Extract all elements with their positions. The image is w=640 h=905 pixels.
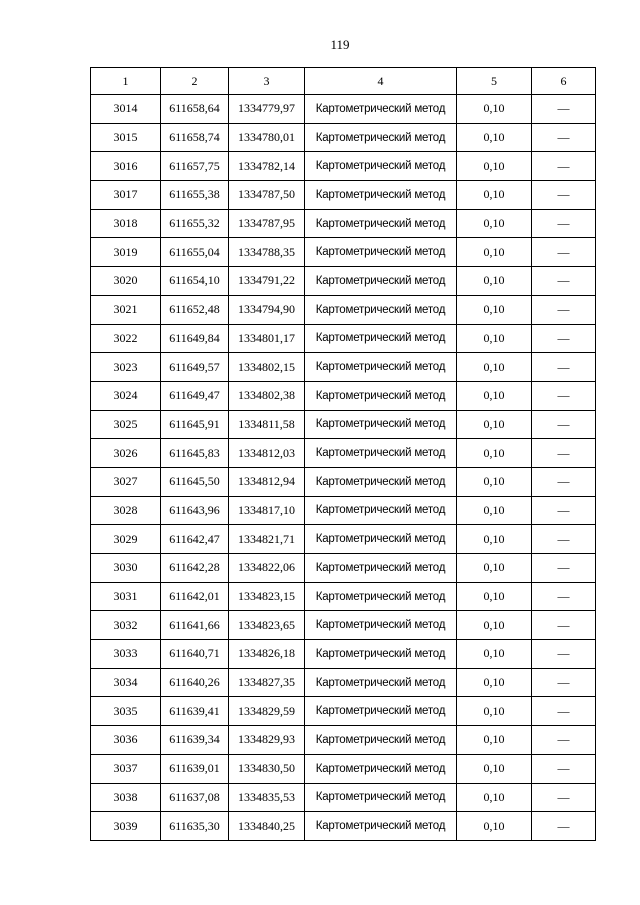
y-coordinate-cell: 1334829,93 bbox=[229, 726, 305, 755]
x-coordinate-cell: 611655,32 bbox=[161, 209, 229, 238]
y-coordinate-cell: 1334823,65 bbox=[229, 611, 305, 640]
accuracy-cell: 0,10 bbox=[457, 267, 532, 296]
table-row bbox=[91, 496, 596, 525]
method-cell: Картометрический метод bbox=[305, 726, 457, 755]
accuracy-cell: 0,10 bbox=[457, 697, 532, 726]
table-row bbox=[91, 209, 596, 238]
method-cell: Картометрический метод bbox=[305, 181, 457, 210]
y-coordinate-cell: 1334829,59 bbox=[229, 697, 305, 726]
accuracy-cell: 0,10 bbox=[457, 496, 532, 525]
y-coordinate-cell: 1334779,97 bbox=[229, 95, 305, 124]
x-coordinate-cell: 611642,47 bbox=[161, 525, 229, 554]
y-coordinate-cell: 1334827,35 bbox=[229, 668, 305, 697]
table-row bbox=[91, 812, 596, 841]
description-cell: — bbox=[532, 381, 596, 410]
x-coordinate-cell: 611649,84 bbox=[161, 324, 229, 353]
description-cell: — bbox=[532, 783, 596, 812]
method-cell: Картометрический метод bbox=[305, 812, 457, 841]
x-coordinate-cell: 611652,48 bbox=[161, 295, 229, 324]
accuracy-cell: 0,10 bbox=[457, 783, 532, 812]
description-cell: — bbox=[532, 668, 596, 697]
accuracy-cell: 0,10 bbox=[457, 181, 532, 210]
method-cell: Картометрический метод bbox=[305, 353, 457, 382]
description-cell: — bbox=[532, 611, 596, 640]
point-number-cell: 3017 bbox=[91, 181, 161, 210]
description-cell: — bbox=[532, 640, 596, 669]
y-coordinate-cell: 1334802,15 bbox=[229, 353, 305, 382]
description-cell: — bbox=[532, 496, 596, 525]
description-cell: — bbox=[532, 410, 596, 439]
x-coordinate-cell: 611642,28 bbox=[161, 554, 229, 583]
accuracy-cell: 0,10 bbox=[457, 439, 532, 468]
table-row bbox=[91, 783, 596, 812]
table-row bbox=[91, 640, 596, 669]
point-number-cell: 3035 bbox=[91, 697, 161, 726]
table-row bbox=[91, 410, 596, 439]
table-row bbox=[91, 582, 596, 611]
description-cell: — bbox=[532, 726, 596, 755]
accuracy-cell: 0,10 bbox=[457, 668, 532, 697]
accuracy-cell: 0,10 bbox=[457, 582, 532, 611]
y-coordinate-cell: 1334822,06 bbox=[229, 554, 305, 583]
point-number-cell: 3036 bbox=[91, 726, 161, 755]
x-coordinate-cell: 611645,91 bbox=[161, 410, 229, 439]
x-coordinate-cell: 611658,74 bbox=[161, 123, 229, 152]
accuracy-cell: 0,10 bbox=[457, 324, 532, 353]
x-coordinate-cell: 611639,41 bbox=[161, 697, 229, 726]
accuracy-cell: 0,10 bbox=[457, 467, 532, 496]
x-coordinate-cell: 611643,96 bbox=[161, 496, 229, 525]
point-number-cell: 3019 bbox=[91, 238, 161, 267]
x-coordinate-cell: 611641,66 bbox=[161, 611, 229, 640]
table-row bbox=[91, 726, 596, 755]
method-cell: Картометрический метод bbox=[305, 295, 457, 324]
point-number-cell: 3015 bbox=[91, 123, 161, 152]
description-cell: — bbox=[532, 295, 596, 324]
coordinates-table bbox=[90, 67, 596, 841]
table-row bbox=[91, 697, 596, 726]
accuracy-cell: 0,10 bbox=[457, 238, 532, 267]
table-row bbox=[91, 238, 596, 267]
column-header: 4 bbox=[305, 68, 457, 95]
table-row bbox=[91, 554, 596, 583]
y-coordinate-cell: 1334826,18 bbox=[229, 640, 305, 669]
y-coordinate-cell: 1334791,22 bbox=[229, 267, 305, 296]
column-header: 6 bbox=[532, 68, 596, 95]
column-header: 1 bbox=[91, 68, 161, 95]
x-coordinate-cell: 611658,64 bbox=[161, 95, 229, 124]
method-cell: Картометрический метод bbox=[305, 95, 457, 124]
method-cell: Картометрический метод bbox=[305, 668, 457, 697]
x-coordinate-cell: 611655,04 bbox=[161, 238, 229, 267]
y-coordinate-cell: 1334802,38 bbox=[229, 381, 305, 410]
x-coordinate-cell: 611640,26 bbox=[161, 668, 229, 697]
y-coordinate-cell: 1334780,01 bbox=[229, 123, 305, 152]
description-cell: — bbox=[532, 697, 596, 726]
point-number-cell: 3016 bbox=[91, 152, 161, 181]
x-coordinate-cell: 611657,75 bbox=[161, 152, 229, 181]
x-coordinate-cell: 611645,83 bbox=[161, 439, 229, 468]
point-number-cell: 3029 bbox=[91, 525, 161, 554]
description-cell: — bbox=[532, 324, 596, 353]
y-coordinate-cell: 1334812,94 bbox=[229, 467, 305, 496]
x-coordinate-cell: 611642,01 bbox=[161, 582, 229, 611]
point-number-cell: 3021 bbox=[91, 295, 161, 324]
accuracy-cell: 0,10 bbox=[457, 726, 532, 755]
method-cell: Картометрический метод bbox=[305, 611, 457, 640]
point-number-cell: 3026 bbox=[91, 439, 161, 468]
table-row bbox=[91, 611, 596, 640]
x-coordinate-cell: 611655,38 bbox=[161, 181, 229, 210]
accuracy-cell: 0,10 bbox=[457, 754, 532, 783]
description-cell: — bbox=[532, 267, 596, 296]
y-coordinate-cell: 1334811,58 bbox=[229, 410, 305, 439]
description-cell: — bbox=[532, 554, 596, 583]
accuracy-cell: 0,10 bbox=[457, 410, 532, 439]
page-number: 119 bbox=[330, 37, 350, 52]
x-coordinate-cell: 611639,01 bbox=[161, 754, 229, 783]
accuracy-cell: 0,10 bbox=[457, 640, 532, 669]
table-row bbox=[91, 467, 596, 496]
description-cell: — bbox=[532, 238, 596, 267]
column-header: 2 bbox=[161, 68, 229, 95]
y-coordinate-cell: 1334830,50 bbox=[229, 754, 305, 783]
table-row bbox=[91, 381, 596, 410]
point-number-cell: 3020 bbox=[91, 267, 161, 296]
accuracy-cell: 0,10 bbox=[457, 525, 532, 554]
table-row bbox=[91, 324, 596, 353]
y-coordinate-cell: 1334817,10 bbox=[229, 496, 305, 525]
y-coordinate-cell: 1334835,53 bbox=[229, 783, 305, 812]
method-cell: Картометрический метод bbox=[305, 467, 457, 496]
accuracy-cell: 0,10 bbox=[457, 95, 532, 124]
method-cell: Картометрический метод bbox=[305, 496, 457, 525]
x-coordinate-cell: 611654,10 bbox=[161, 267, 229, 296]
point-number-cell: 3028 bbox=[91, 496, 161, 525]
method-cell: Картометрический метод bbox=[305, 525, 457, 554]
column-header: 5 bbox=[457, 68, 532, 95]
table-row bbox=[91, 181, 596, 210]
x-coordinate-cell: 611635,30 bbox=[161, 812, 229, 841]
y-coordinate-cell: 1334821,71 bbox=[229, 525, 305, 554]
description-cell: — bbox=[532, 181, 596, 210]
table-row bbox=[91, 295, 596, 324]
method-cell: Картометрический метод bbox=[305, 783, 457, 812]
y-coordinate-cell: 1334801,17 bbox=[229, 324, 305, 353]
description-cell: — bbox=[532, 754, 596, 783]
method-cell: Картометрический метод bbox=[305, 754, 457, 783]
y-coordinate-cell: 1334782,14 bbox=[229, 152, 305, 181]
y-coordinate-cell: 1334794,90 bbox=[229, 295, 305, 324]
description-cell: — bbox=[532, 525, 596, 554]
y-coordinate-cell: 1334787,50 bbox=[229, 181, 305, 210]
method-cell: Картометрический метод bbox=[305, 238, 457, 267]
table-row bbox=[91, 123, 596, 152]
method-cell: Картометрический метод bbox=[305, 152, 457, 181]
accuracy-cell: 0,10 bbox=[457, 295, 532, 324]
y-coordinate-cell: 1334812,03 bbox=[229, 439, 305, 468]
accuracy-cell: 0,10 bbox=[457, 123, 532, 152]
point-number-cell: 3022 bbox=[91, 324, 161, 353]
x-coordinate-cell: 611637,08 bbox=[161, 783, 229, 812]
accuracy-cell: 0,10 bbox=[457, 381, 532, 410]
accuracy-cell: 0,10 bbox=[457, 554, 532, 583]
y-coordinate-cell: 1334787,95 bbox=[229, 209, 305, 238]
method-cell: Картометрический метод bbox=[305, 439, 457, 468]
point-number-cell: 3024 bbox=[91, 381, 161, 410]
column-header: 3 bbox=[229, 68, 305, 95]
description-cell: — bbox=[532, 95, 596, 124]
description-cell: — bbox=[532, 209, 596, 238]
method-cell: Картометрический метод bbox=[305, 697, 457, 726]
method-cell: Картометрический метод bbox=[305, 640, 457, 669]
point-number-cell: 3033 bbox=[91, 640, 161, 669]
accuracy-cell: 0,10 bbox=[457, 152, 532, 181]
method-cell: Картометрический метод bbox=[305, 381, 457, 410]
description-cell: — bbox=[532, 467, 596, 496]
description-cell: — bbox=[532, 123, 596, 152]
method-cell: Картометрический метод bbox=[305, 582, 457, 611]
point-number-cell: 3025 bbox=[91, 410, 161, 439]
point-number-cell: 3014 bbox=[91, 95, 161, 124]
table-row bbox=[91, 668, 596, 697]
accuracy-cell: 0,10 bbox=[457, 611, 532, 640]
accuracy-cell: 0,10 bbox=[457, 209, 532, 238]
description-cell: — bbox=[532, 582, 596, 611]
accuracy-cell: 0,10 bbox=[457, 812, 532, 841]
x-coordinate-cell: 611639,34 bbox=[161, 726, 229, 755]
point-number-cell: 3037 bbox=[91, 754, 161, 783]
description-cell: — bbox=[532, 353, 596, 382]
description-cell: — bbox=[532, 152, 596, 181]
point-number-cell: 3038 bbox=[91, 783, 161, 812]
point-number-cell: 3027 bbox=[91, 467, 161, 496]
method-cell: Картометрический метод bbox=[305, 554, 457, 583]
x-coordinate-cell: 611649,57 bbox=[161, 353, 229, 382]
table-row bbox=[91, 439, 596, 468]
table-row bbox=[91, 267, 596, 296]
point-number-cell: 3023 bbox=[91, 353, 161, 382]
point-number-cell: 3034 bbox=[91, 668, 161, 697]
table-row bbox=[91, 353, 596, 382]
method-cell: Картометрический метод bbox=[305, 324, 457, 353]
point-number-cell: 3039 bbox=[91, 812, 161, 841]
table-body bbox=[91, 95, 596, 841]
y-coordinate-cell: 1334840,25 bbox=[229, 812, 305, 841]
method-cell: Картометрический метод bbox=[305, 267, 457, 296]
point-number-cell: 3032 bbox=[91, 611, 161, 640]
y-coordinate-cell: 1334788,35 bbox=[229, 238, 305, 267]
description-cell: — bbox=[532, 812, 596, 841]
method-cell: Картометрический метод bbox=[305, 410, 457, 439]
x-coordinate-cell: 611649,47 bbox=[161, 381, 229, 410]
accuracy-cell: 0,10 bbox=[457, 353, 532, 382]
point-number-cell: 3031 bbox=[91, 582, 161, 611]
table-row bbox=[91, 525, 596, 554]
x-coordinate-cell: 611645,50 bbox=[161, 467, 229, 496]
y-coordinate-cell: 1334823,15 bbox=[229, 582, 305, 611]
point-number-cell: 3030 bbox=[91, 554, 161, 583]
table-row bbox=[91, 152, 596, 181]
table-row bbox=[91, 754, 596, 783]
description-cell: — bbox=[532, 439, 596, 468]
method-cell: Картометрический метод bbox=[305, 209, 457, 238]
x-coordinate-cell: 611640,71 bbox=[161, 640, 229, 669]
table-row bbox=[91, 95, 596, 124]
point-number-cell: 3018 bbox=[91, 209, 161, 238]
method-cell: Картометрический метод bbox=[305, 123, 457, 152]
table-header-row bbox=[91, 68, 596, 95]
